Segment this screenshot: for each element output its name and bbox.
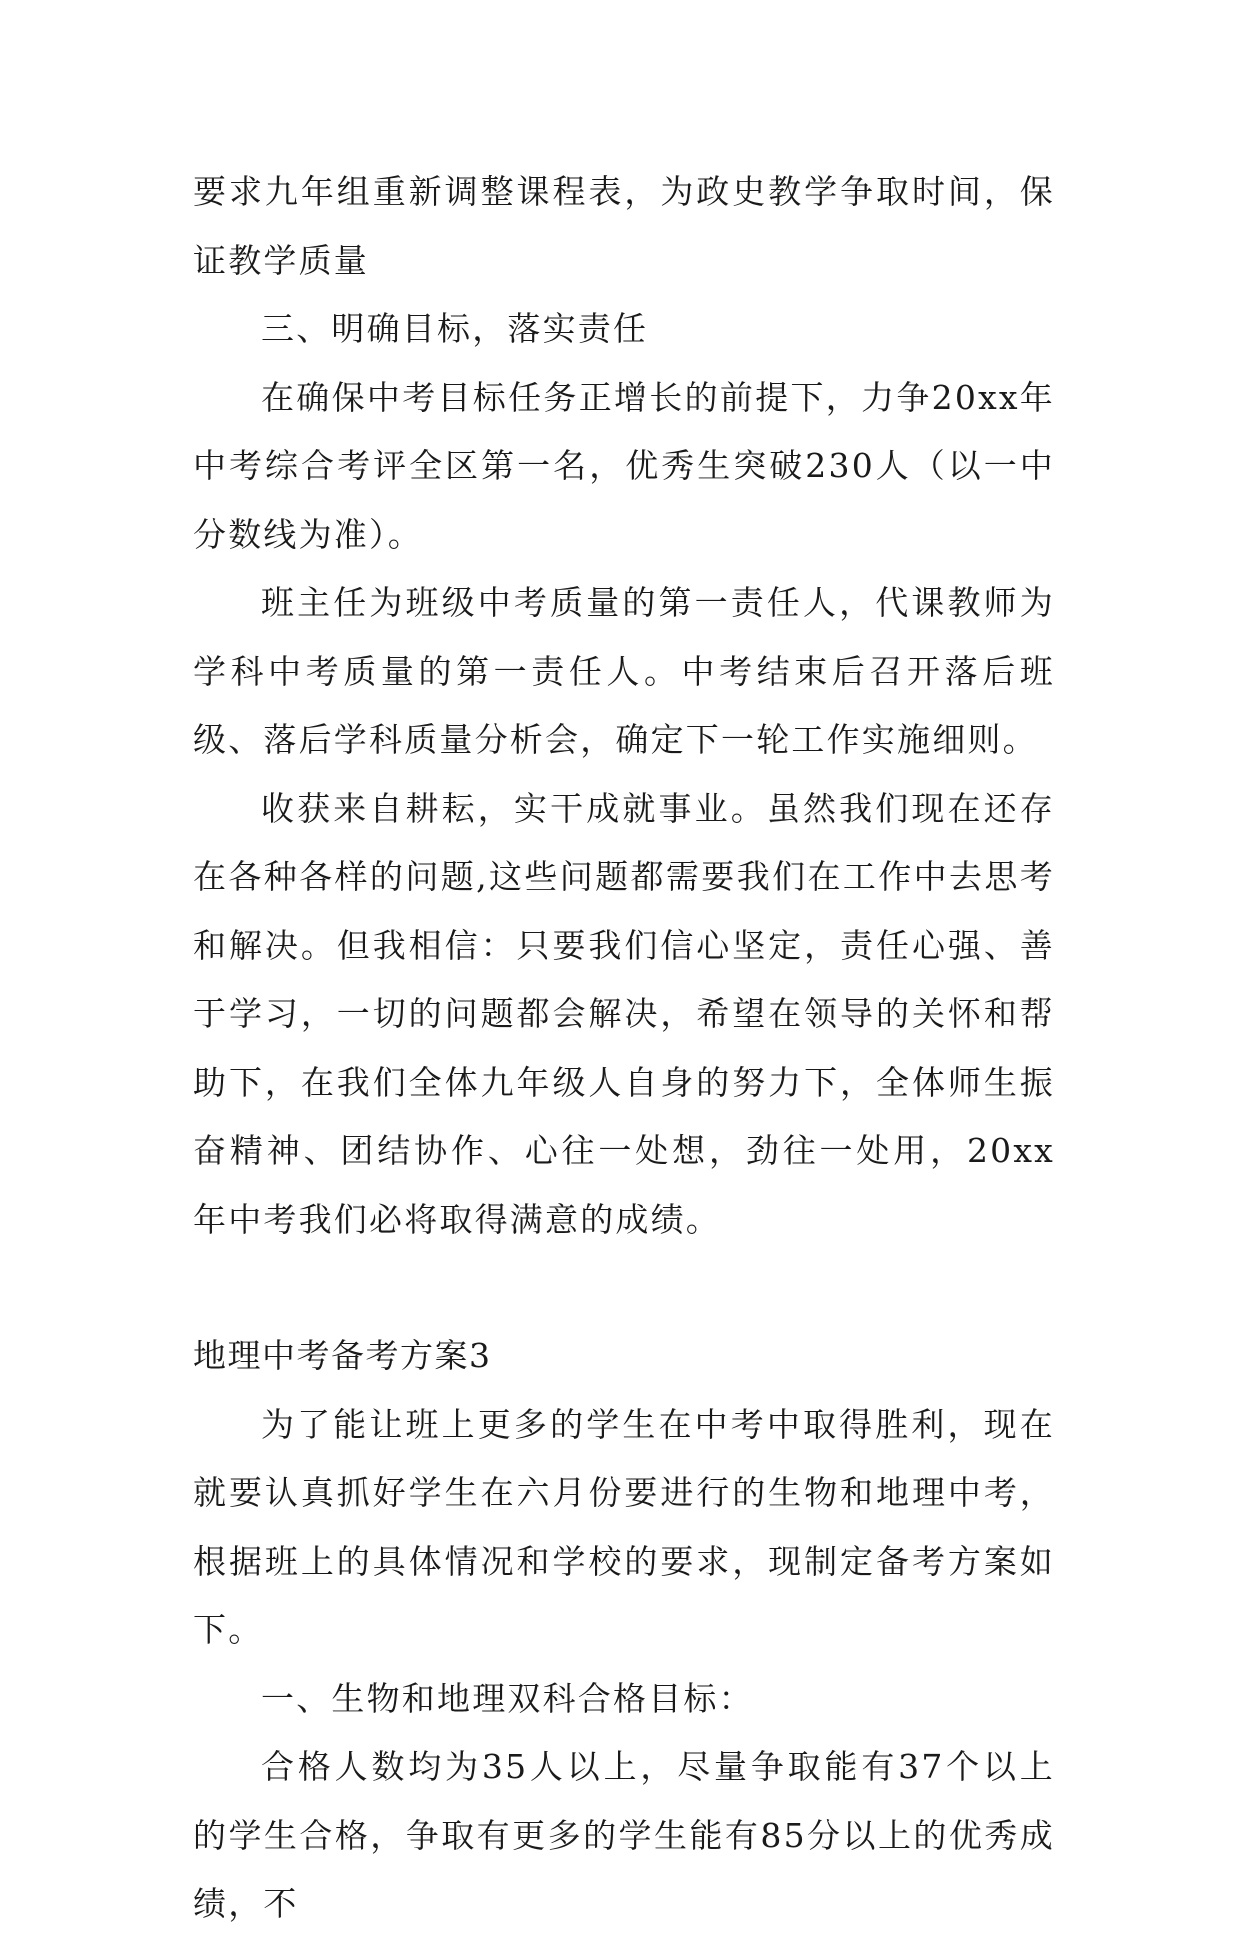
paragraph-intro: 为了能让班上更多的学生在中考中取得胜利，现在就要认真抓好学生在六月份要进行的生物和地理中考，根据班上的具体情况和学校的要求，现制定备考方案如下。 [193,1404,1055,1649]
paragraph-responsibility: 班主任为班级中考质量的第一责任人，代课教师为学科中考质量的第一责任人。中考结束后召开落后班级、落后学科质量分析会，确定下一轮工作实施细则。 [193,583,1055,759]
heading-pass-target: 一、生物和地理双科合格目标： [261,1678,754,1718]
heading-goals-responsibility: 三、明确目标，落实责任 [261,309,649,348]
section-spacer [193,1254,1055,1322]
document-body [193,158,1055,1939]
section-title: 地理中考备考方案3 [193,1336,492,1375]
paragraph-continued: 要求九年组重新调整课程表，为政史教学争取时间，保证教学质量 [193,172,1055,280]
paragraph-conclusion: 收获来自耕耘，实干成就事业。虽然我们现在还存在各种各样的问题,这些问题都需要我们在工作中去思考和解决。但我相信：只要我们信心坚定，责任心强、善于学习，一切的问题都会解决，希望在领导的关怀和帮助下，在我们全体九年级人自身的努力下，全体师生振奋精神、团结协作、心往一处想，劲往一处用，20xx年中考我们必将取得满意的成绩。 [193,788,1055,1239]
paragraph-pass-count: 合格人数均为35人以上，尽量争取能有37个以上的学生合格，争取有更多的学生能有85分以上的优秀成绩，不 [193,1747,1055,1923]
paragraph-exam-target: 在确保中考目标任务正增长的前提下，力争20xx年中考综合考评全区第一名，优秀生突破230人（以一中分数线为准）。 [193,377,1055,554]
